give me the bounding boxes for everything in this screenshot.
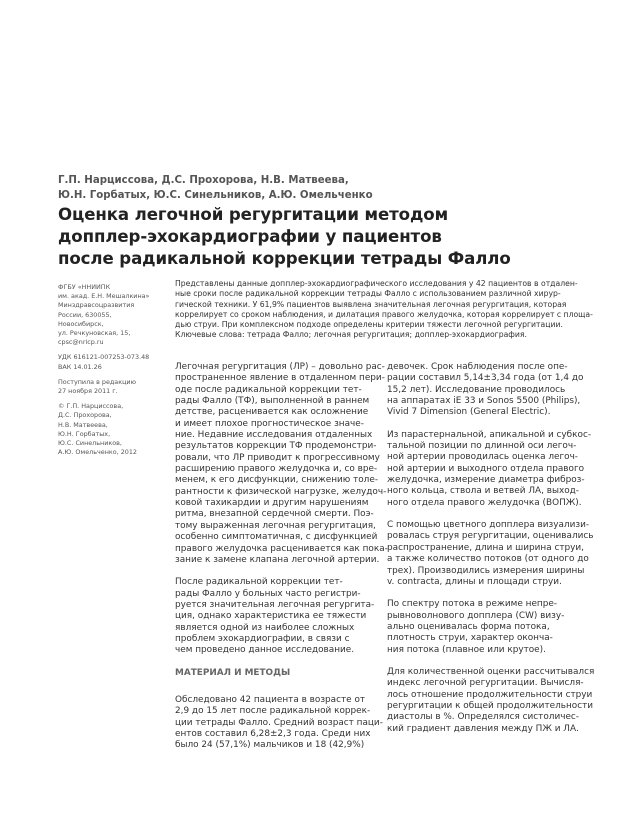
sidebar-line: Поступила в редакцию: [58, 377, 136, 386]
text-line: ритма, внезапной сердечной смерти. Поэ-: [175, 509, 374, 520]
paragraph: [387, 520, 592, 588]
sidebar-line: ФГБУ «ННИИПК: [58, 283, 111, 291]
text-line: Легочная регургитация (ЛР) – довольно рас-: [175, 362, 385, 372]
text-line: ного кольца, ствола и ветвей ЛА, выход-: [387, 486, 579, 497]
abstract-line: коррелирует со сроком наблюдения, и дилатация правого желудочка, которая коррелирует с площа-: [175, 309, 593, 319]
text-line: лось отношение продолжительности струи: [387, 689, 593, 700]
sidebar-block: [58, 402, 168, 457]
text-line: По спектру потока в режиме непре-: [387, 599, 558, 610]
section-heading: [175, 668, 380, 679]
text-line: расширению правого желудочка и, со вре-: [175, 464, 378, 475]
authors: [58, 173, 373, 203]
paragraph: [387, 362, 592, 419]
sidebar-line: А.Ю. Омельченко, 2012: [58, 448, 137, 457]
text-line: рады Фалло (ТФ), выполненной в раннем: [175, 396, 370, 407]
text-line: После радикальной коррекции тет-: [175, 577, 343, 588]
paragraph: [175, 694, 383, 752]
text-line: детстве, расценивается как осложнение: [175, 407, 369, 418]
sidebar-line: Минздравсоцразвития: [58, 301, 135, 310]
title-line: Оценка легочной регургитации методом: [58, 205, 449, 224]
text-line: рады Фалло у больных часто регистри-: [175, 588, 361, 599]
sidebar-line: ул. Речкуновская, 15,: [58, 329, 131, 338]
sidebar-line: им. акад. Е.Н. Мешалкина»: [58, 292, 150, 301]
text-line: ние. Недавние исследования отдаленных: [175, 430, 373, 441]
text-line: на аппаратах iE 33 и Sonos 5500 (Philips),: [387, 396, 581, 407]
text-line: регургитации к общей продолжительности: [387, 700, 594, 711]
text-line: v. contracta, длины и площади струи.: [387, 576, 562, 587]
text-line: ровалась струя регургитации, оценивались: [387, 531, 594, 542]
text-line: рации составил 5,14±3,34 года (от 1,4 до: [387, 373, 584, 384]
text-line: рантности к физической нагрузке, желудоч-: [175, 486, 387, 497]
sidebar-block: [58, 283, 168, 347]
sidebar-line: УДК 616121-007253-073.48: [58, 353, 150, 362]
text-line: желудочка, измерение диаметра фиброз-: [387, 475, 585, 486]
text-line: правого желудочка расценивается как пока-: [175, 543, 388, 554]
text-line: Vivid 7 Dimension (General Electric).: [387, 407, 551, 418]
affiliation-sidebar: [58, 283, 168, 463]
article-title: [58, 204, 511, 270]
paragraph: [175, 362, 388, 566]
text-line: пространенное явление в отдаленном пери-: [175, 373, 385, 384]
text-line: ковой тахикардии и другим нарушениям: [175, 498, 369, 509]
text-line: было 24 (57,1%) мальчиков и 18 (42,9%): [175, 740, 365, 751]
paragraph: [387, 599, 592, 656]
paragraph: [387, 430, 592, 509]
paragraph: [175, 577, 380, 656]
text-line: ция, однако характеристика ее тяжести: [175, 611, 367, 622]
sidebar-line: Новосибирск,: [58, 319, 104, 328]
text-line: кий градиент давления между ПЖ и ЛА.: [387, 723, 579, 734]
text-line: ной артерии проводилась оценка легоч-: [387, 452, 579, 463]
text-line: трех). Производились измерения ширины: [387, 565, 585, 576]
sidebar-line: России, 630055,: [58, 310, 112, 319]
text-line: диастолы в %. Определялся систоличес-: [387, 712, 580, 723]
text-line: С помощью цветного допплера визуализи-: [387, 520, 590, 531]
abstract: [175, 279, 593, 341]
abstract-line: дью струи. При комплексном подходе определены критерии тяжести легочной регургитации.: [175, 320, 563, 330]
text-line: плотность струи, характер оконча-: [387, 633, 553, 644]
text-line: ровали, что ЛР приводит к прогрессивному: [175, 452, 380, 463]
text-line: ально оценивалась форма потока,: [387, 621, 550, 632]
sidebar-line: Ю.С. Синельников,: [58, 439, 122, 448]
sidebar-line: © Г.П. Нарциссова,: [58, 402, 124, 411]
sidebar-line: Д.С. Прохорова,: [58, 411, 112, 420]
text-line: зание к замене клапана легочной артерии.: [175, 554, 380, 565]
sidebar-line: ВАК 14.01.26: [58, 362, 102, 371]
text-line: результатов коррекции ТФ продемонстри-: [175, 441, 377, 452]
title-line: после радикальной коррекции тетрады Фалло: [58, 249, 511, 268]
text-line: ного отдела правого желудочка (ВОПЖ).: [387, 497, 582, 508]
authors-line: Ю.Н. Горбатых, Ю.С. Синельников, А.Ю. Омельченко: [58, 190, 373, 201]
text-line: Из парастернальной, апикальной и субкос-: [387, 429, 592, 440]
sidebar-line: Ю.Н. Горбатых,: [58, 429, 111, 438]
text-line: тому выраженная легочная регургитация,: [175, 520, 376, 531]
text-line: особенно симптоматичная, с дисфункцией: [175, 532, 378, 543]
abstract-line: Ключевые слова: тетрада Фалло; легочная регургитация; допплер-эхокардиография.: [175, 330, 527, 340]
text-line: индекс легочной регургитации. Вычисля-: [387, 678, 584, 689]
text-line: ной артерии и выходного отдела правого: [387, 463, 585, 474]
text-line: является одной из наиболее сложных: [175, 622, 355, 633]
sidebar-block: [58, 353, 168, 371]
text-line: менем, к его дисфункции, снижению толе-: [175, 475, 379, 486]
text-line: проблем эхокардиографии, в связи с: [175, 633, 350, 644]
text-line: рывноволнового допплера (CW) визу-: [387, 610, 565, 621]
abstract-line: Представлены данные допплер-эхокардиографического исследования у 42 пациентов в отдален-: [175, 279, 578, 288]
authors-line: Г.П. Нарциссова, Д.С. Прохорова, Н.В. Матвеева,: [58, 175, 349, 186]
body-column-1: [175, 362, 388, 763]
body-column-2: [387, 362, 595, 746]
text-line: ентов составил 6,28±2,3 года. Среди них: [175, 728, 371, 739]
text-line: оде после радикальной коррекции тет-: [175, 384, 362, 395]
sidebar-line: cpsc@nricp.ru: [58, 338, 104, 347]
text-line: а также количество потоков (от одного до: [387, 554, 589, 565]
title-line: допплер-эхокардиографии у пациентов: [58, 227, 442, 246]
text-line: Обследовано 42 пациента в возрасте от: [175, 694, 366, 705]
abstract-line: гической техники. У 61,9% пациентов выявлена значительная легочная регургитация, которая: [175, 299, 567, 309]
sidebar-block: [58, 378, 168, 396]
text-line: 15,2 лет). Исследование проводилось: [387, 384, 566, 395]
paragraph: [387, 666, 595, 735]
text-line: тальной позиции по длинной оси легоч-: [387, 441, 577, 452]
abstract-line: ные сроки после радикальной коррекции тетрады Фалло с использованием различной хирур-: [175, 289, 561, 299]
text-line: чем проведено данное исследование.: [175, 645, 355, 656]
sidebar-line: 27 ноября 2011 г.: [58, 387, 118, 396]
text-line: и имеет плохое прогностическое значе-: [175, 418, 364, 429]
text-line: ции тетрады Фалло. Средний возраст паци-: [175, 717, 383, 728]
text-line: 2,9 до 15 лет после радикальной коррек-: [175, 706, 371, 717]
text-line: руется значительная легочная регургита-: [175, 599, 375, 610]
text-line: ния потока (плавное или крутое).: [387, 644, 546, 655]
text-line: Для количественной оценки рассчитывался: [387, 666, 595, 677]
sidebar-line: Н.В. Матвеева,: [58, 420, 108, 429]
text-line: девочек. Срок наблюдения после опе-: [387, 362, 568, 372]
text-line: распространение, длина и ширина струи,: [387, 542, 584, 553]
heading-text: МАТЕРИАЛ И МЕТОДЫ: [175, 667, 291, 678]
